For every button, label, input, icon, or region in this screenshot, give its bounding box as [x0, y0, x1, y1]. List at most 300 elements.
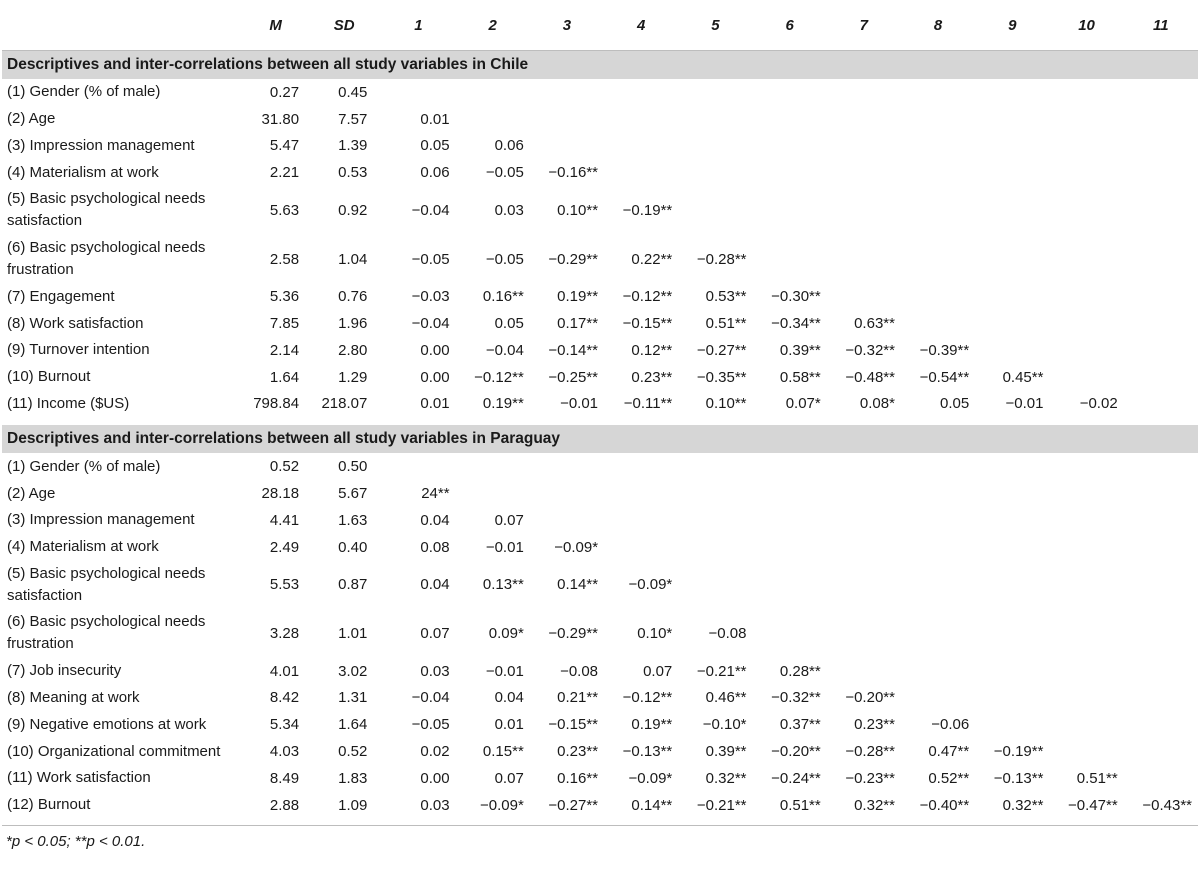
correlation-cell — [827, 133, 901, 160]
sd-cell: 1.64 — [338, 716, 368, 734]
sd-cell: 0.92 — [338, 201, 368, 219]
correlation-cell: 0.52** — [928, 769, 970, 787]
correlation-cell — [827, 561, 901, 610]
table-row — [2, 391, 1198, 418]
header-row — [2, 0, 1198, 51]
row-label: (11) Work satisfaction — [7, 769, 151, 787]
correlation-cell: 0.06 — [420, 164, 450, 182]
correlation-cell — [975, 186, 1049, 235]
correlation-cell — [1124, 337, 1198, 364]
correlation-cell — [901, 106, 975, 133]
correlation-cell — [604, 133, 678, 160]
correlation-cell — [975, 609, 1049, 658]
row-label: (3) Impression management — [7, 136, 195, 154]
correlation-cell — [1124, 711, 1198, 738]
correlation-cell — [1049, 685, 1123, 712]
correlation-cell — [901, 561, 975, 610]
correlation-cell — [827, 159, 901, 186]
correlation-cell — [975, 453, 1049, 480]
mean-cell: 5.34 — [269, 716, 300, 734]
correlation-cell — [678, 453, 752, 480]
correlation-cell: −0.21** — [696, 662, 747, 680]
row-label: (9) Turnover intention — [7, 341, 150, 359]
section-header — [2, 425, 1198, 453]
correlation-cell — [827, 480, 901, 507]
sd-cell: 5.67 — [338, 485, 368, 503]
row-label: (10) Burnout — [7, 368, 91, 386]
sd-cell: 1.01 — [338, 624, 368, 642]
header-cell: SD — [307, 0, 381, 51]
correlation-cell: 0.32** — [1002, 796, 1044, 814]
correlation-cell: 0.03 — [420, 662, 450, 680]
correlation-cell: −0.05 — [411, 250, 450, 268]
correlation-cell: 0.63** — [854, 315, 895, 333]
correlation-cell — [975, 159, 1049, 186]
correlation-cell — [901, 310, 975, 337]
correlation-cell — [1049, 186, 1123, 235]
table-row — [2, 765, 1198, 792]
correlation-cell — [678, 133, 752, 160]
correlation-cell — [604, 480, 678, 507]
correlation-cell — [827, 79, 901, 106]
correlation-cell — [753, 609, 827, 658]
correlation-cell — [604, 159, 678, 186]
correlation-cell — [753, 235, 827, 284]
correlation-cell — [1124, 133, 1198, 160]
row-label: (6) Basic psychological needs frustration — [7, 613, 206, 653]
correlation-cell: −0.24** — [771, 769, 821, 787]
correlation-cell — [1049, 235, 1123, 284]
correlation-cell — [1049, 159, 1123, 186]
row-label: (5) Basic psychological needs satisfaction — [7, 564, 206, 604]
mean-cell: 0.27 — [269, 83, 300, 101]
correlation-cell — [901, 685, 975, 712]
mean-cell: 2.49 — [269, 538, 300, 556]
correlation-cell: 0.47** — [928, 743, 970, 761]
correlation-cell: 0.00 — [420, 341, 450, 359]
correlation-cell — [1049, 534, 1123, 561]
table-row — [2, 685, 1198, 712]
correlation-cell: −0.09* — [628, 576, 673, 594]
sd-cell: 0.52 — [338, 743, 368, 761]
table-row — [2, 738, 1198, 765]
header-cell: 8 — [901, 0, 975, 51]
mean-cell: 28.18 — [261, 485, 300, 503]
correlation-cell: 0.12** — [631, 341, 673, 359]
table-row — [2, 453, 1198, 480]
correlation-cell — [901, 480, 975, 507]
correlation-cell: −0.47** — [1068, 796, 1118, 814]
correlation-cell: −0.04 — [411, 689, 450, 707]
table-row — [2, 283, 1198, 310]
header-cell: M — [244, 0, 307, 51]
correlation-cell — [827, 534, 901, 561]
correlation-cell: −0.01 — [485, 662, 524, 680]
correlation-cell — [678, 159, 752, 186]
correlation-cell — [975, 133, 1049, 160]
correlation-cell: −0.13** — [993, 769, 1044, 787]
correlation-cell — [975, 507, 1049, 534]
correlation-cell: −0.04 — [411, 201, 450, 219]
mean-cell: 8.49 — [269, 769, 300, 787]
correlation-cell — [1049, 337, 1123, 364]
correlation-cell — [1049, 658, 1123, 685]
correlation-cell — [901, 283, 975, 310]
correlation-cell — [1049, 507, 1123, 534]
correlation-cell: 0.01 — [420, 110, 450, 128]
sd-cell: 0.40 — [338, 538, 368, 556]
correlation-cell — [678, 480, 752, 507]
correlation-cell — [381, 453, 455, 480]
table-row — [2, 235, 1198, 284]
section-title: Descriptives and inter-correlations between all study variables in Chile — [2, 51, 1198, 80]
correlation-cell — [975, 658, 1049, 685]
sd-cell: 3.02 — [338, 662, 368, 680]
correlation-cell — [456, 480, 530, 507]
row-label: (2) Age — [7, 484, 56, 502]
correlation-cell: −0.27** — [548, 796, 599, 814]
mean-cell: 0.52 — [269, 458, 300, 476]
correlation-cell: 0.53** — [705, 288, 747, 306]
mean-cell: 2.88 — [269, 796, 300, 814]
correlation-cell: −0.21** — [696, 796, 747, 814]
correlation-cell: 0.05 — [494, 315, 524, 333]
correlation-cell: 0.14** — [631, 796, 673, 814]
correlation-cell — [530, 480, 604, 507]
correlation-cell — [678, 186, 752, 235]
correlation-cell: 0.37** — [779, 716, 821, 734]
section-spacer — [2, 417, 1198, 425]
header-cell: 5 — [678, 0, 752, 51]
correlation-cell: 0.23** — [854, 716, 895, 734]
header-cell: 11 — [1124, 0, 1198, 51]
correlation-cell: −0.02 — [1079, 395, 1118, 413]
correlation-cell: −0.29** — [548, 624, 599, 642]
correlation-cell: −0.12** — [622, 689, 673, 707]
correlation-cell — [1049, 79, 1123, 106]
table-row — [2, 364, 1198, 391]
correlation-cell: −0.04 — [411, 315, 450, 333]
row-label: (7) Engagement — [7, 287, 115, 305]
correlation-cell — [530, 133, 604, 160]
correlation-cell: −0.23** — [845, 769, 895, 787]
header-cell: 6 — [753, 0, 827, 51]
sd-cell: 1.09 — [338, 796, 368, 814]
correlation-cell — [1124, 658, 1198, 685]
correlation-cell — [1124, 738, 1198, 765]
mean-cell: 2.21 — [269, 164, 300, 182]
correlation-cell: −0.32** — [771, 689, 821, 707]
correlation-cell — [1124, 685, 1198, 712]
correlation-cell: −0.39** — [919, 341, 970, 359]
header-cell: 9 — [975, 0, 1049, 51]
row-label: (9) Negative emotions at work — [7, 715, 207, 733]
table-row — [2, 792, 1198, 819]
correlation-cell — [530, 453, 604, 480]
correlation-cell — [901, 235, 975, 284]
correlation-cell — [827, 186, 901, 235]
correlation-cell: 0.51** — [705, 315, 747, 333]
correlation-cell — [901, 609, 975, 658]
correlation-cell — [753, 507, 827, 534]
sd-cell: 218.07 — [321, 395, 368, 413]
correlation-cell — [827, 106, 901, 133]
correlation-cell — [381, 79, 455, 106]
table-row — [2, 133, 1198, 160]
correlation-cell — [1124, 186, 1198, 235]
correlation-cell: −0.54** — [919, 368, 970, 386]
correlation-cell: −0.16** — [548, 164, 599, 182]
table-header — [2, 0, 1198, 51]
correlation-cell: −0.12** — [474, 368, 524, 386]
row-label: (4) Materialism at work — [7, 163, 159, 181]
row-label: (8) Work satisfaction — [7, 314, 144, 332]
correlation-cell: 0.07 — [494, 511, 524, 529]
footnote: *p < 0.05; **p < 0.01. — [6, 832, 146, 850]
sd-cell: 0.76 — [338, 288, 368, 306]
correlation-cell — [975, 106, 1049, 133]
row-label: (4) Materialism at work — [7, 538, 159, 556]
correlation-cell — [753, 186, 827, 235]
correlation-cell: 0.14** — [557, 576, 599, 594]
correlation-cell: 0.10* — [637, 624, 673, 642]
sd-cell: 0.50 — [338, 458, 368, 476]
correlation-cell — [975, 79, 1049, 106]
correlation-cell — [827, 453, 901, 480]
correlation-cell — [1124, 453, 1198, 480]
correlation-cell — [975, 283, 1049, 310]
correlation-cell: 0.00 — [420, 368, 450, 386]
row-label: (6) Basic psychological needs frustration — [7, 239, 206, 279]
correlation-cell — [456, 106, 530, 133]
correlation-cell: 0.00 — [420, 769, 450, 787]
correlation-cell — [604, 106, 678, 133]
correlation-cell: −0.40** — [919, 796, 970, 814]
correlation-cell — [827, 283, 901, 310]
correlation-cell: −0.13** — [622, 743, 673, 761]
correlation-cell — [975, 685, 1049, 712]
sd-cell: 1.04 — [338, 250, 368, 268]
correlation-cell — [827, 507, 901, 534]
correlation-cell: 0.15** — [482, 743, 524, 761]
correlation-cell — [530, 79, 604, 106]
correlation-cell — [678, 534, 752, 561]
correlation-cell: −0.20** — [845, 689, 895, 707]
correlation-cell: 0.45** — [1002, 368, 1044, 386]
correlation-cell: 0.08 — [420, 538, 450, 556]
header-cell: 2 — [456, 0, 530, 51]
sd-cell: 1.63 — [338, 511, 368, 529]
correlation-cell: 0.32** — [705, 769, 747, 787]
table-row — [2, 310, 1198, 337]
correlation-cell: 0.51** — [779, 796, 821, 814]
mean-cell: 5.47 — [269, 137, 300, 155]
mean-cell: 2.58 — [269, 250, 300, 268]
correlation-cell — [1124, 235, 1198, 284]
mean-cell: 3.28 — [269, 624, 300, 642]
correlation-cell: −0.29** — [548, 250, 599, 268]
correlation-cell: −0.08 — [708, 624, 747, 642]
correlation-cell — [1124, 765, 1198, 792]
correlation-cell: 0.07* — [785, 395, 821, 413]
correlation-cell — [530, 507, 604, 534]
row-label: (8) Meaning at work — [7, 688, 140, 706]
correlation-cell — [753, 453, 827, 480]
correlation-cell — [1049, 453, 1123, 480]
mean-cell: 4.03 — [269, 743, 300, 761]
sd-cell: 1.31 — [338, 689, 368, 707]
correlation-cell — [975, 310, 1049, 337]
correlation-cell: 0.04 — [420, 576, 450, 594]
correlation-cell: −0.04 — [485, 341, 524, 359]
correlation-cell — [604, 507, 678, 534]
correlation-cell: 0.03 — [494, 201, 524, 219]
correlation-cell — [1124, 609, 1198, 658]
correlation-cell — [827, 235, 901, 284]
correlation-cell — [753, 133, 827, 160]
correlation-cell — [901, 534, 975, 561]
correlation-cell: −0.09* — [480, 796, 524, 814]
correlation-cell — [975, 337, 1049, 364]
correlation-cell: 0.19** — [557, 288, 599, 306]
correlation-cell: −0.01 — [560, 395, 599, 413]
correlation-cell: 0.23** — [631, 368, 673, 386]
row-label: (3) Impression management — [7, 511, 195, 529]
correlation-cell: −0.08 — [560, 662, 599, 680]
row-label: (5) Basic psychological needs satisfaction — [7, 190, 206, 230]
correlation-cell: 0.28** — [779, 662, 821, 680]
correlation-cell: −0.12** — [622, 288, 673, 306]
mean-cell: 7.85 — [269, 315, 300, 333]
correlation-cell — [1124, 106, 1198, 133]
row-label: (1) Gender (% of male) — [7, 83, 161, 101]
row-label: (1) Gender (% of male) — [7, 457, 161, 475]
correlation-cell: −0.03 — [411, 288, 450, 306]
correlation-cell: 0.58** — [779, 368, 821, 386]
table-body — [2, 51, 1198, 826]
sd-cell: 1.39 — [338, 137, 368, 155]
mean-cell: 4.41 — [269, 511, 300, 529]
correlation-cell: 0.46** — [705, 689, 747, 707]
correlation-cell: 0.01 — [420, 395, 450, 413]
correlation-cell: 0.07 — [643, 662, 673, 680]
table-row — [2, 159, 1198, 186]
correlation-cell — [901, 186, 975, 235]
table-row — [2, 609, 1198, 658]
correlation-cell: 0.16** — [482, 288, 524, 306]
correlation-cell — [901, 159, 975, 186]
mean-cell: 5.36 — [269, 288, 300, 306]
correlation-cell — [1049, 283, 1123, 310]
correlation-cell — [456, 453, 530, 480]
correlation-cell: −0.14** — [548, 341, 599, 359]
correlation-cell — [1049, 480, 1123, 507]
correlation-cell — [1049, 561, 1123, 610]
correlation-cell — [975, 235, 1049, 284]
correlation-cell: −0.15** — [548, 716, 599, 734]
correlation-cell — [753, 480, 827, 507]
correlation-cell: −0.05 — [485, 250, 524, 268]
correlation-cell — [975, 711, 1049, 738]
correlation-cell — [753, 79, 827, 106]
table-row — [2, 337, 1198, 364]
correlation-cell: −0.34** — [771, 315, 821, 333]
correlation-cell — [604, 534, 678, 561]
correlation-cell: 0.39** — [705, 743, 747, 761]
correlation-cell: 0.09* — [488, 624, 524, 642]
correlation-cell — [753, 106, 827, 133]
correlation-cell: −0.30** — [771, 288, 821, 306]
mean-cell: 5.53 — [269, 576, 300, 594]
correlation-cell — [678, 561, 752, 610]
correlation-cell — [827, 658, 901, 685]
correlation-cell: −0.35** — [696, 368, 747, 386]
correlation-cell — [1049, 711, 1123, 738]
row-label: (12) Burnout — [7, 796, 91, 814]
correlation-cell: 0.07 — [420, 624, 450, 642]
correlation-cell — [678, 106, 752, 133]
correlation-cell: −0.05 — [485, 164, 524, 182]
correlation-cell: −0.43** — [1142, 796, 1192, 814]
table-row — [2, 106, 1198, 133]
correlation-cell: 0.17** — [557, 315, 599, 333]
header-cell: 3 — [530, 0, 604, 51]
mean-cell: 4.01 — [269, 662, 300, 680]
correlation-cell: 0.19** — [631, 716, 673, 734]
table-row — [2, 507, 1198, 534]
correlation-cell: −0.01 — [1005, 395, 1044, 413]
correlation-cell: 0.39** — [779, 341, 821, 359]
correlation-cell — [456, 79, 530, 106]
correlation-cell — [530, 106, 604, 133]
row-label: (2) Age — [7, 110, 56, 128]
table-row — [2, 561, 1198, 610]
correlation-cell — [1049, 310, 1123, 337]
correlation-cell — [901, 658, 975, 685]
correlation-cell: 0.03 — [420, 796, 450, 814]
header-cell: 10 — [1049, 0, 1123, 51]
correlation-cell: −0.01 — [485, 538, 524, 556]
table-row — [2, 186, 1198, 235]
mean-cell: 31.80 — [261, 110, 300, 128]
header-cell: 1 — [381, 0, 455, 51]
correlation-cell — [1124, 159, 1198, 186]
correlation-cell: 0.10** — [705, 395, 747, 413]
correlation-cell: −0.19** — [622, 201, 673, 219]
correlation-cell: 0.02 — [420, 743, 450, 761]
sd-cell: 1.96 — [338, 315, 368, 333]
row-label: (10) Organizational commitment — [7, 742, 221, 760]
correlation-cell — [901, 79, 975, 106]
correlation-cell: 0.22** — [631, 250, 673, 268]
correlation-cell — [975, 480, 1049, 507]
correlation-cell: −0.27** — [696, 341, 747, 359]
header-cell: 7 — [827, 0, 901, 51]
correlation-cell — [901, 507, 975, 534]
correlation-cell — [1124, 391, 1198, 418]
correlation-cell — [753, 561, 827, 610]
correlation-cell — [975, 561, 1049, 610]
table-row — [2, 658, 1198, 685]
correlation-cell: −0.28** — [696, 250, 747, 268]
sd-cell: 1.83 — [338, 769, 368, 787]
table-row — [2, 480, 1198, 507]
table-row — [2, 711, 1198, 738]
mean-cell: 1.64 — [269, 368, 300, 386]
correlation-cell: 0.16** — [557, 769, 599, 787]
sd-cell: 0.45 — [338, 83, 368, 101]
sd-cell: 1.29 — [338, 368, 368, 386]
